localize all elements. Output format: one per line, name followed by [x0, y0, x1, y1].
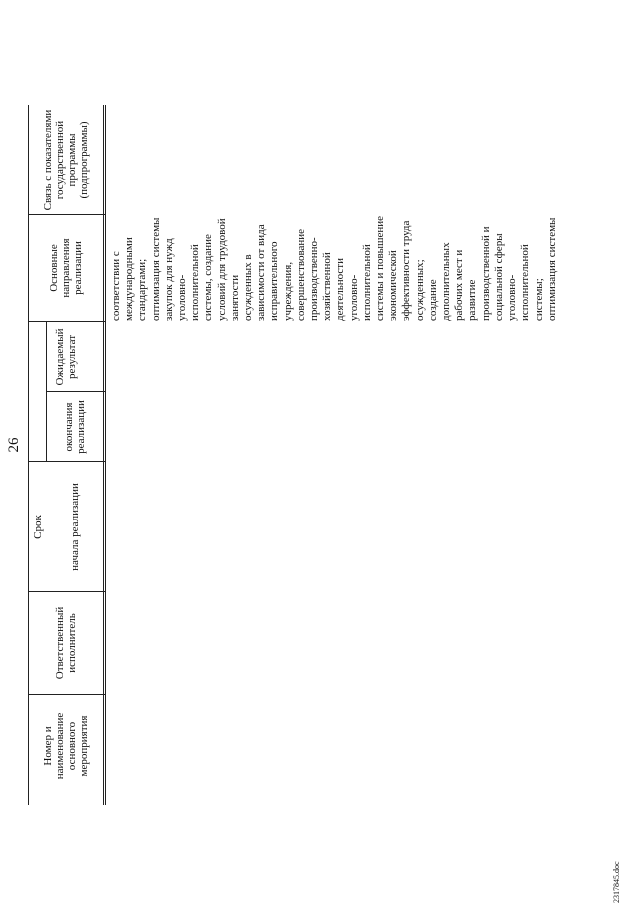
header-term-end: окончания реализации [63, 400, 87, 454]
header-link: Связь с показателями государственной программы (подпрограммы) [42, 109, 90, 211]
header-expected-result: Ожидаемый результат [54, 328, 78, 386]
header-bottom-border-double [105, 105, 106, 805]
header-directions: Основные направления реализации [48, 238, 84, 298]
col-divider-2 [28, 591, 105, 592]
col-divider-1 [28, 694, 105, 695]
footer-file-code: 2317845.doc [612, 861, 621, 903]
directions-cell-text: соответствии с международными стандартами; оптимизация системы закупок для нужд уголовно- исполнительной системы, создание условий для трудовой занятости осужденных в зависимости от вида исправительного учреждения, совершенствование производственно- хозяйственной деятельности уголовно- исполнительной системы и повышение экономической эффективности труда осужденных; создание дополнительных рабочих мест и развитие производственной и социальной сферы уголовно- исполнительной системы; оптимизация системы [110, 215, 558, 321]
header-term-start: начала реализации [69, 483, 81, 571]
col-divider-4 [46, 391, 105, 392]
table-top-border [28, 105, 29, 805]
header-term: Срок [32, 515, 44, 539]
col-divider-3 [28, 461, 105, 462]
header-number-name: Номер и наименование основного мероприятия [42, 712, 90, 780]
header-bottom-border [103, 105, 104, 805]
col-divider-5 [28, 321, 105, 322]
page-number: 26 [6, 437, 22, 453]
col-divider-6 [28, 214, 105, 215]
header-responsible: Ответственный исполнитель [54, 606, 78, 680]
